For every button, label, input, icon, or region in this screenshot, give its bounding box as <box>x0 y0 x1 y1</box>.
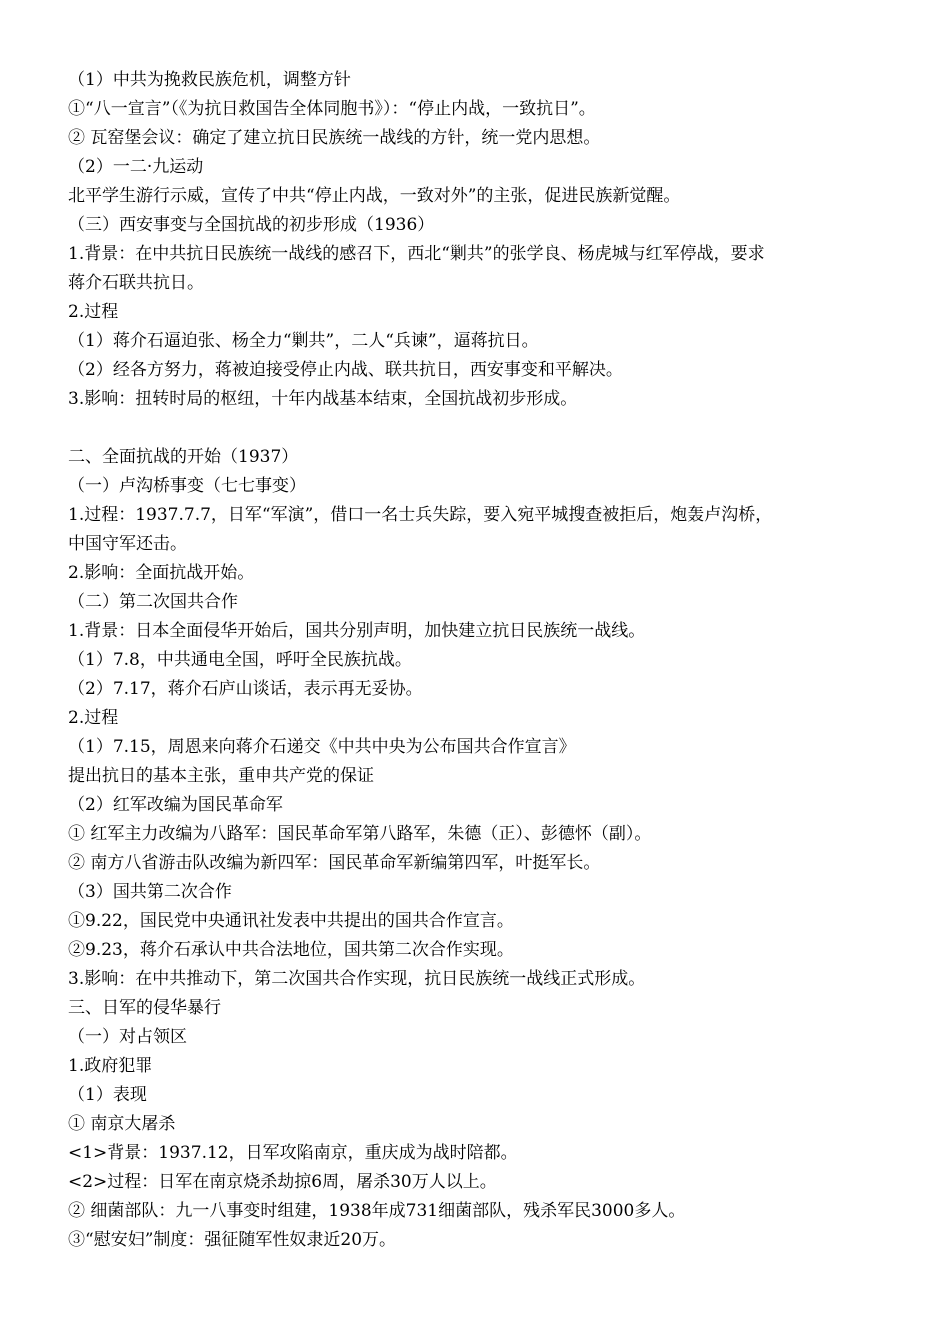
text-line: （1）蒋介石逼迫张、杨全力“剿共”，二人“兵谏”，逼蒋抗日。 <box>68 331 539 351</box>
text-line: ①“八一宣言”（《为抗日救国告全体同胞书》）：“停止内战，一致抗日”。 <box>68 99 596 119</box>
text-line: 2.影响：全面抗战开始。 <box>68 563 255 583</box>
subsection-heading: （二）第二次国共合作 <box>68 592 238 612</box>
text-line: <2>过程：日军在南京烧杀劫掠6周，屠杀30万人以上。 <box>68 1172 497 1192</box>
text-line: 1.过程：1937.7.7，日军“军演”，借口一名士兵失踪，要入宛平城搜查被拒后，炮轰卢沟桥， <box>68 505 773 525</box>
text-line: （1）中共为挽救民族危机，调整方针 <box>68 70 351 90</box>
text-line: （1）7.15，周恩来向蒋介石递交《中共中央为公布国共合作宣言》 <box>68 737 576 757</box>
text-line: 2.过程 <box>68 708 119 728</box>
text-line: 3.影响：扭转时局的枢纽，十年内战基本结束，全国抗战初步形成。 <box>68 389 578 409</box>
text-line: 2.过程 <box>68 302 119 322</box>
section-heading: （三）西安事变与全国抗战的初步形成（1936） <box>68 215 435 235</box>
text-line: 北平学生游行示威，宣传了中共“停止内战，一致对外”的主张，促进民族新觉醒。 <box>68 186 681 206</box>
text-line: 3.影响：在中共推动下，第二次国共合作实现，抗日民族统一战线正式形成。 <box>68 969 646 989</box>
subsection-heading: （一）对占领区 <box>68 1027 187 1047</box>
text-line: 1.背景：日本全面侵华开始后，国共分别声明，加快建立抗日民族统一战线。 <box>68 621 646 641</box>
text-line: （2）红军改编为国民革命军 <box>68 795 283 815</box>
section-heading: 三、日军的侵华暴行 <box>68 998 221 1018</box>
text-line: ①9.22，国民党中央通讯社发表中共提出的国共合作宣言。 <box>68 911 514 931</box>
text-line: ②9.23，蒋介石承认中共合法地位，国共第二次合作实现。 <box>68 940 514 960</box>
text-line: 1.政府犯罪 <box>68 1056 153 1076</box>
subsection-heading: （一）卢沟桥事变（七七事变） <box>68 476 306 496</box>
text-line: ② 细菌部队：九一八事变时组建，1938年成731细菌部队，残杀军民3000多人。 <box>68 1201 686 1221</box>
text-line: （2）经各方努力，蒋被迫接受停止内战、联共抗日，西安事变和平解决。 <box>68 360 623 380</box>
text-line: （1）7.8，中共通电全国，呼吁全民族抗战。 <box>68 650 412 670</box>
section-heading: 二、全面抗战的开始（1937） <box>68 447 299 467</box>
text-line: （2）一二·九运动 <box>68 157 204 177</box>
text-line: ③“慰安妇”制度：强征随军性奴隶近20万。 <box>68 1230 397 1250</box>
text-line: ② 瓦窑堡会议：确定了建立抗日民族统一战线的方针，统一党内思想。 <box>68 128 601 148</box>
text-line: ① 南京大屠杀 <box>68 1114 176 1134</box>
text-line: 提出抗日的基本主张，重申共产党的保证 <box>68 766 374 786</box>
text-line: （1）表现 <box>68 1085 147 1105</box>
text-line: （3）国共第二次合作 <box>68 882 232 902</box>
blank-line <box>68 414 890 443</box>
text-line: ② 南方八省游击队改编为新四军：国民革命军新编第四军，叶挺军长。 <box>68 853 601 873</box>
text-line: <1>背景：1937.12，日军攻陷南京，重庆成为战时陪都。 <box>68 1143 518 1163</box>
text-line: 蒋介石联共抗日。 <box>68 273 204 293</box>
text-line: ① 红军主力改编为八路军：国民革命军第八路军，朱德（正）、彭德怀（副）。 <box>68 824 652 844</box>
text-line: 中国守军还击。 <box>68 534 187 554</box>
document-page <box>68 66 890 1255</box>
text-line: （2）7.17，蒋介石庐山谈话，表示再无妥协。 <box>68 679 423 699</box>
text-line: 1.背景：在中共抗日民族统一战线的感召下，西北“剿共”的张学良、杨虎城与红军停战，要求 <box>68 244 765 264</box>
